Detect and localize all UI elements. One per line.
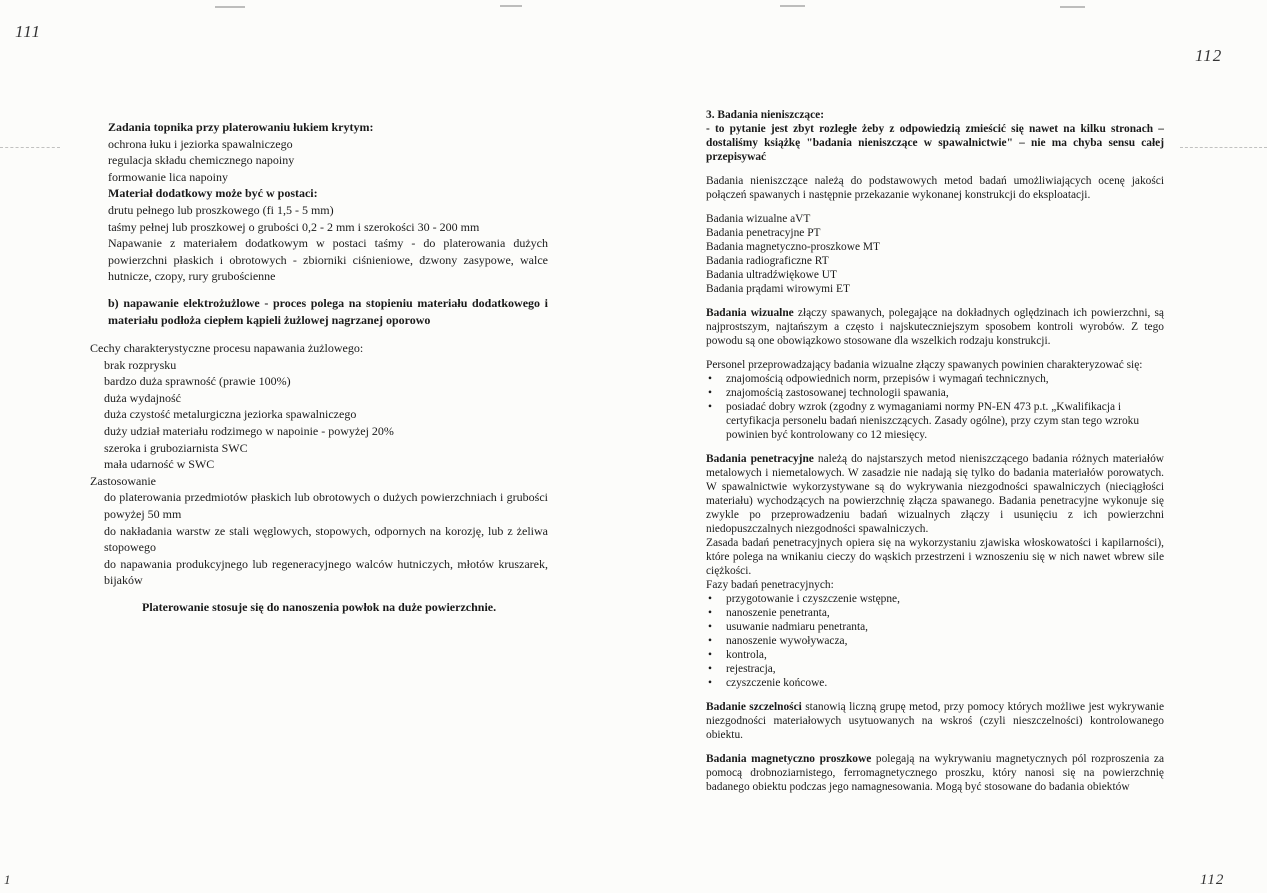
list-item: duża wydajność [104,390,181,405]
method-item: Badania radiograficzne RT [706,255,829,267]
list-item: brak rozprysku [104,357,177,372]
list-item: • kontrola, [706,648,1164,662]
visual-text: złączy spawanych, polegające na dokładnych oględzinach ich powierzchni, są najprostszym, najtańszym a często i najskuteczniejszym sposobem kontroli wyrobów. Z tego powodu są one obowiązkowo stosowane dla wszelkich rodzaju konstrukcji. [706,307,1164,347]
method-item: Badania magnetyczno-proszkowe MT [706,241,880,253]
visual-lead: Badania wizualne [706,307,794,319]
list-item: mała udarność w SWC [104,457,215,472]
features-heading: Cechy charakterystyczne procesu napawania żużlowego: [90,341,364,355]
magnetic-lead: Badania magnetyczno proszkowe [706,753,872,765]
tightness-paragraph [706,700,1164,742]
tightness-text: stanowią liczną grupę metod, przy pomocy których możliwe jest wykrywanie niezgodności materiałowych usytuowanych na wskroś (czyli nieszczelności) kontrolowanego obiektu. [706,701,1164,741]
right-page [640,0,1267,893]
penetrant-lead: Badania penetracyjne [706,453,814,465]
list-item: do nakładania warstw ze stali węglowych, stopowych, odpornych na korozję, lub z żeliwa stopowego [104,523,548,555]
list-item: do napawania produkcyjnego lub regeneracyjnego walców hutniczych, młotów kruszarek, bijaków [104,556,548,588]
footer-mark: 1 [4,872,12,887]
list-item: szeroka i gruboziarnista SWC [104,440,248,455]
tightness-lead: Badanie szczelności [706,701,802,713]
list-item: • rejestracja, [706,662,1164,676]
list-item: do platerowania przedmiotów płaskich lub obrotowych o dużych powierzchniach i grubości powyżej 50 mm [104,490,548,521]
footer-mark: 112 [1200,872,1225,888]
strip-cladding-paragraph: Napawanie z materiałem dodatkowym w postaci taśmy - do platerowania dużych powierzchni płaskich i obrotowych - zbiorniki ciśnieniowe, dzwony zasypowe, walce hutnicze, czopy, rury grubościenne [108,236,548,284]
left-content [108,119,548,328]
personnel-list [706,372,1164,442]
closing-statement: Platerowanie stosuje się do nanoszenia powłok na duże powierzchnie. [142,599,497,614]
flux-heading: Zadania topnika przy platerowaniu łukiem krytym: [108,120,374,134]
electroslag-paragraph: b) napawanie elektrożużlowe - proces polega na stopieniu materiału dodatkowego i materiału podłoża ciepłem kąpieli żużlowej nagrzanej oporowo [108,295,548,327]
list-item: • nanoszenie wywoływacza, [706,634,1164,648]
section-note: - to pytanie jest zbyt rozległe żeby z odpowiedzią zmieścić się nawet na kilku stronach – dostaliśmy książkę "badania nieniszczące w spawalnictwie" – nie ma chyba sensu całej przepisywać [706,123,1164,163]
method-item: Badania wizualne aVT [706,213,811,225]
list-item: taśmy pełnej lub proszkowej o grubości 0,2 - 2 mm i szerokości 30 - 200 mm [108,219,480,234]
magnetic-paragraph [706,752,1164,794]
visual-paragraph [706,306,1164,348]
method-item: Badania ultradźwiękowe UT [706,269,837,281]
list-item: duża czystość metalurgiczna jeziorka spawalniczego [104,407,357,422]
magnetic-text: polegają na wykrywaniu magnetycznych pól rozproszenia za pomocą drobnoziarnistego, ferromagnetycznego proszku, który nanosi się na powierzchnię badanego obiektu podczas jego namagnesowania. Mogą być stosowane do badania obiektów [706,753,1164,793]
phases-heading: Fazy badań penetracyjnych: [706,579,834,591]
list-item: • znajomością odpowiednich norm, przepisów i wymagań technicznych, [706,372,1164,386]
right-content [706,108,1164,794]
list-item: formowanie lica napoiny [108,169,228,184]
list-item: • znajomością zastosowanej technologii spawania, [706,386,1164,400]
penetrant-paragraph [706,452,1164,536]
list-item: ochrona łuku i jeziorka spawalniczego [108,136,293,151]
list-item: • przygotowanie i czyszczenie wstępne, [706,592,1164,606]
applications-heading: Zastosowanie [90,473,156,488]
list-item: • posiadać dobry wzrok (zgodny z wymaganiami normy PN-EN 473 p.t. „Kwalifikacja i certyfikacja personelu badań nieniszczących. Zasady ogólne), przy czym stan tego wzroku powinien być kontrolowany co 12 miesięcy. [706,400,1164,442]
section-title: 3. Badania nieniszczące: [706,109,825,121]
phases-list [706,592,1164,690]
method-item: Badania prądami wirowymi ET [706,283,850,295]
penetrant-text: należą do najstarszych metod nieniszczącego badania różnych materiałów metalowych i niemetalowych. W zasadzie nie nadają się tylko do badania materiałów porowatych. W spawalnictwie wykorzystywane są do wykrywania niezgodności spawalniczych (nieciągłości materiału) wychodzących na powierzchnię złącza spawanego. Badania penetracyjne wykonuje się zwykle po przeprowadzeniu badań wizualnych złączy i usunięciu z ich powierzchni niedopuszczalnych niezgodności spawalniczych. [706,453,1164,535]
page-number: 111 [15,22,41,41]
ndt-intro: Badania nieniszczące należą do podstawowych metod badań umożliwiających ocenę jakości połączeń spawanych i następnie przekazanie wykonanej konstrukcji do eksploatacji. [706,175,1164,201]
list-item: • usuwanie nadmiaru penetranta, [706,620,1164,634]
left-content-lower [90,340,548,616]
method-item: Badania penetracyjne PT [706,227,821,239]
page-number: 112 [1195,46,1223,65]
list-item: • nanoszenie penetranta, [706,606,1164,620]
list-item: regulacja składu chemicznego napoiny [108,153,295,168]
material-heading: Materiał dodatkowy może być w postaci: [108,186,318,201]
list-item: • czyszczenie końcowe. [706,676,1164,690]
list-item: duży udział materiału rodzimego w napoinie - powyżej 20% [104,423,394,438]
personnel-intro: Personel przeprowadzający badania wizualne złączy spawanych powinien charakteryzować się: [706,359,1143,371]
penetrant-principle: Zasada badań penetracyjnych opiera się na wykorzystaniu zjawiska włoskowatości i kapilarności), które polega na wnikaniu cieczy do wąskich przestrzeni i wznoszeniu się w nich nawet wbrew sile ciężkości. [706,537,1164,577]
list-item: drutu pełnego lub proszkowego (fi 1,5 - 5 mm) [108,202,334,217]
list-item: bardzo duża sprawność (prawie 100%) [104,374,291,389]
